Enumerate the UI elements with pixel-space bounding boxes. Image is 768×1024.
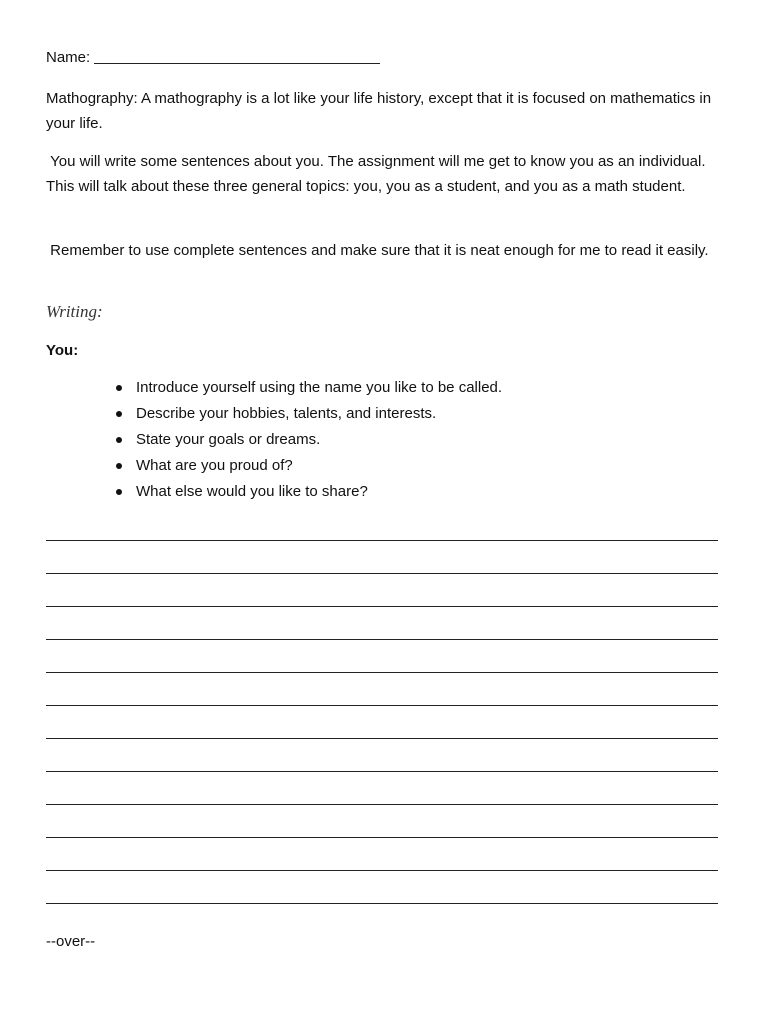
bullet-icon xyxy=(116,489,122,495)
intro-paragraph-3 xyxy=(46,238,718,263)
answer-line[interactable] xyxy=(46,672,718,673)
prompt-item xyxy=(46,403,502,429)
name-label: Name: xyxy=(46,49,91,66)
intro-paragraph-1: Mathography: A mathography is a lot like your life history, except that it is focused on mathematics in your life. xyxy=(46,90,712,132)
bullet-icon xyxy=(116,437,122,443)
prompt-item xyxy=(46,429,502,455)
writing-label: Writing: xyxy=(46,302,103,321)
answer-line[interactable] xyxy=(46,606,718,607)
intro-paragraph-2-text: You will write some sentences about you. The assignment will me get to know you as an individual. This will talk about these three general topics: you, you as a student, and you as a math student. xyxy=(46,153,706,195)
prompt-item xyxy=(46,377,502,403)
prompt-text: What else would you like to share? xyxy=(136,483,368,500)
prompt-text: State your goals or dreams. xyxy=(136,431,321,448)
answer-line[interactable] xyxy=(46,804,718,805)
worksheet-page xyxy=(46,0,722,1024)
answer-line[interactable] xyxy=(46,837,718,838)
prompt-item xyxy=(46,455,502,481)
answer-line[interactable] xyxy=(46,540,718,541)
answer-line[interactable] xyxy=(46,903,718,904)
answer-line[interactable] xyxy=(46,738,718,739)
answer-line[interactable] xyxy=(46,639,718,640)
name-field-row xyxy=(46,48,380,68)
name-blank-line[interactable] xyxy=(94,48,380,64)
answer-line[interactable] xyxy=(46,771,718,772)
bullet-icon xyxy=(116,463,122,469)
prompt-list xyxy=(46,377,502,507)
bullet-icon xyxy=(116,385,122,391)
answer-line[interactable] xyxy=(46,870,718,871)
you-heading: You: xyxy=(46,342,79,359)
answer-line[interactable] xyxy=(46,705,718,706)
answer-line[interactable] xyxy=(46,573,718,574)
prompt-text: What are you proud of? xyxy=(136,457,293,474)
over-label: --over-- xyxy=(46,933,96,950)
prompt-item xyxy=(46,481,502,507)
prompt-text: Describe your hobbies, talents, and interests. xyxy=(136,405,437,422)
intro-paragraph-3-text: Remember to use complete sentences and make sure that it is neat enough for me to read it easily. xyxy=(50,242,709,259)
bullet-icon xyxy=(116,411,122,417)
intro-paragraph-2 xyxy=(46,149,718,199)
prompt-text: Introduce yourself using the name you like to be called. xyxy=(136,379,503,396)
